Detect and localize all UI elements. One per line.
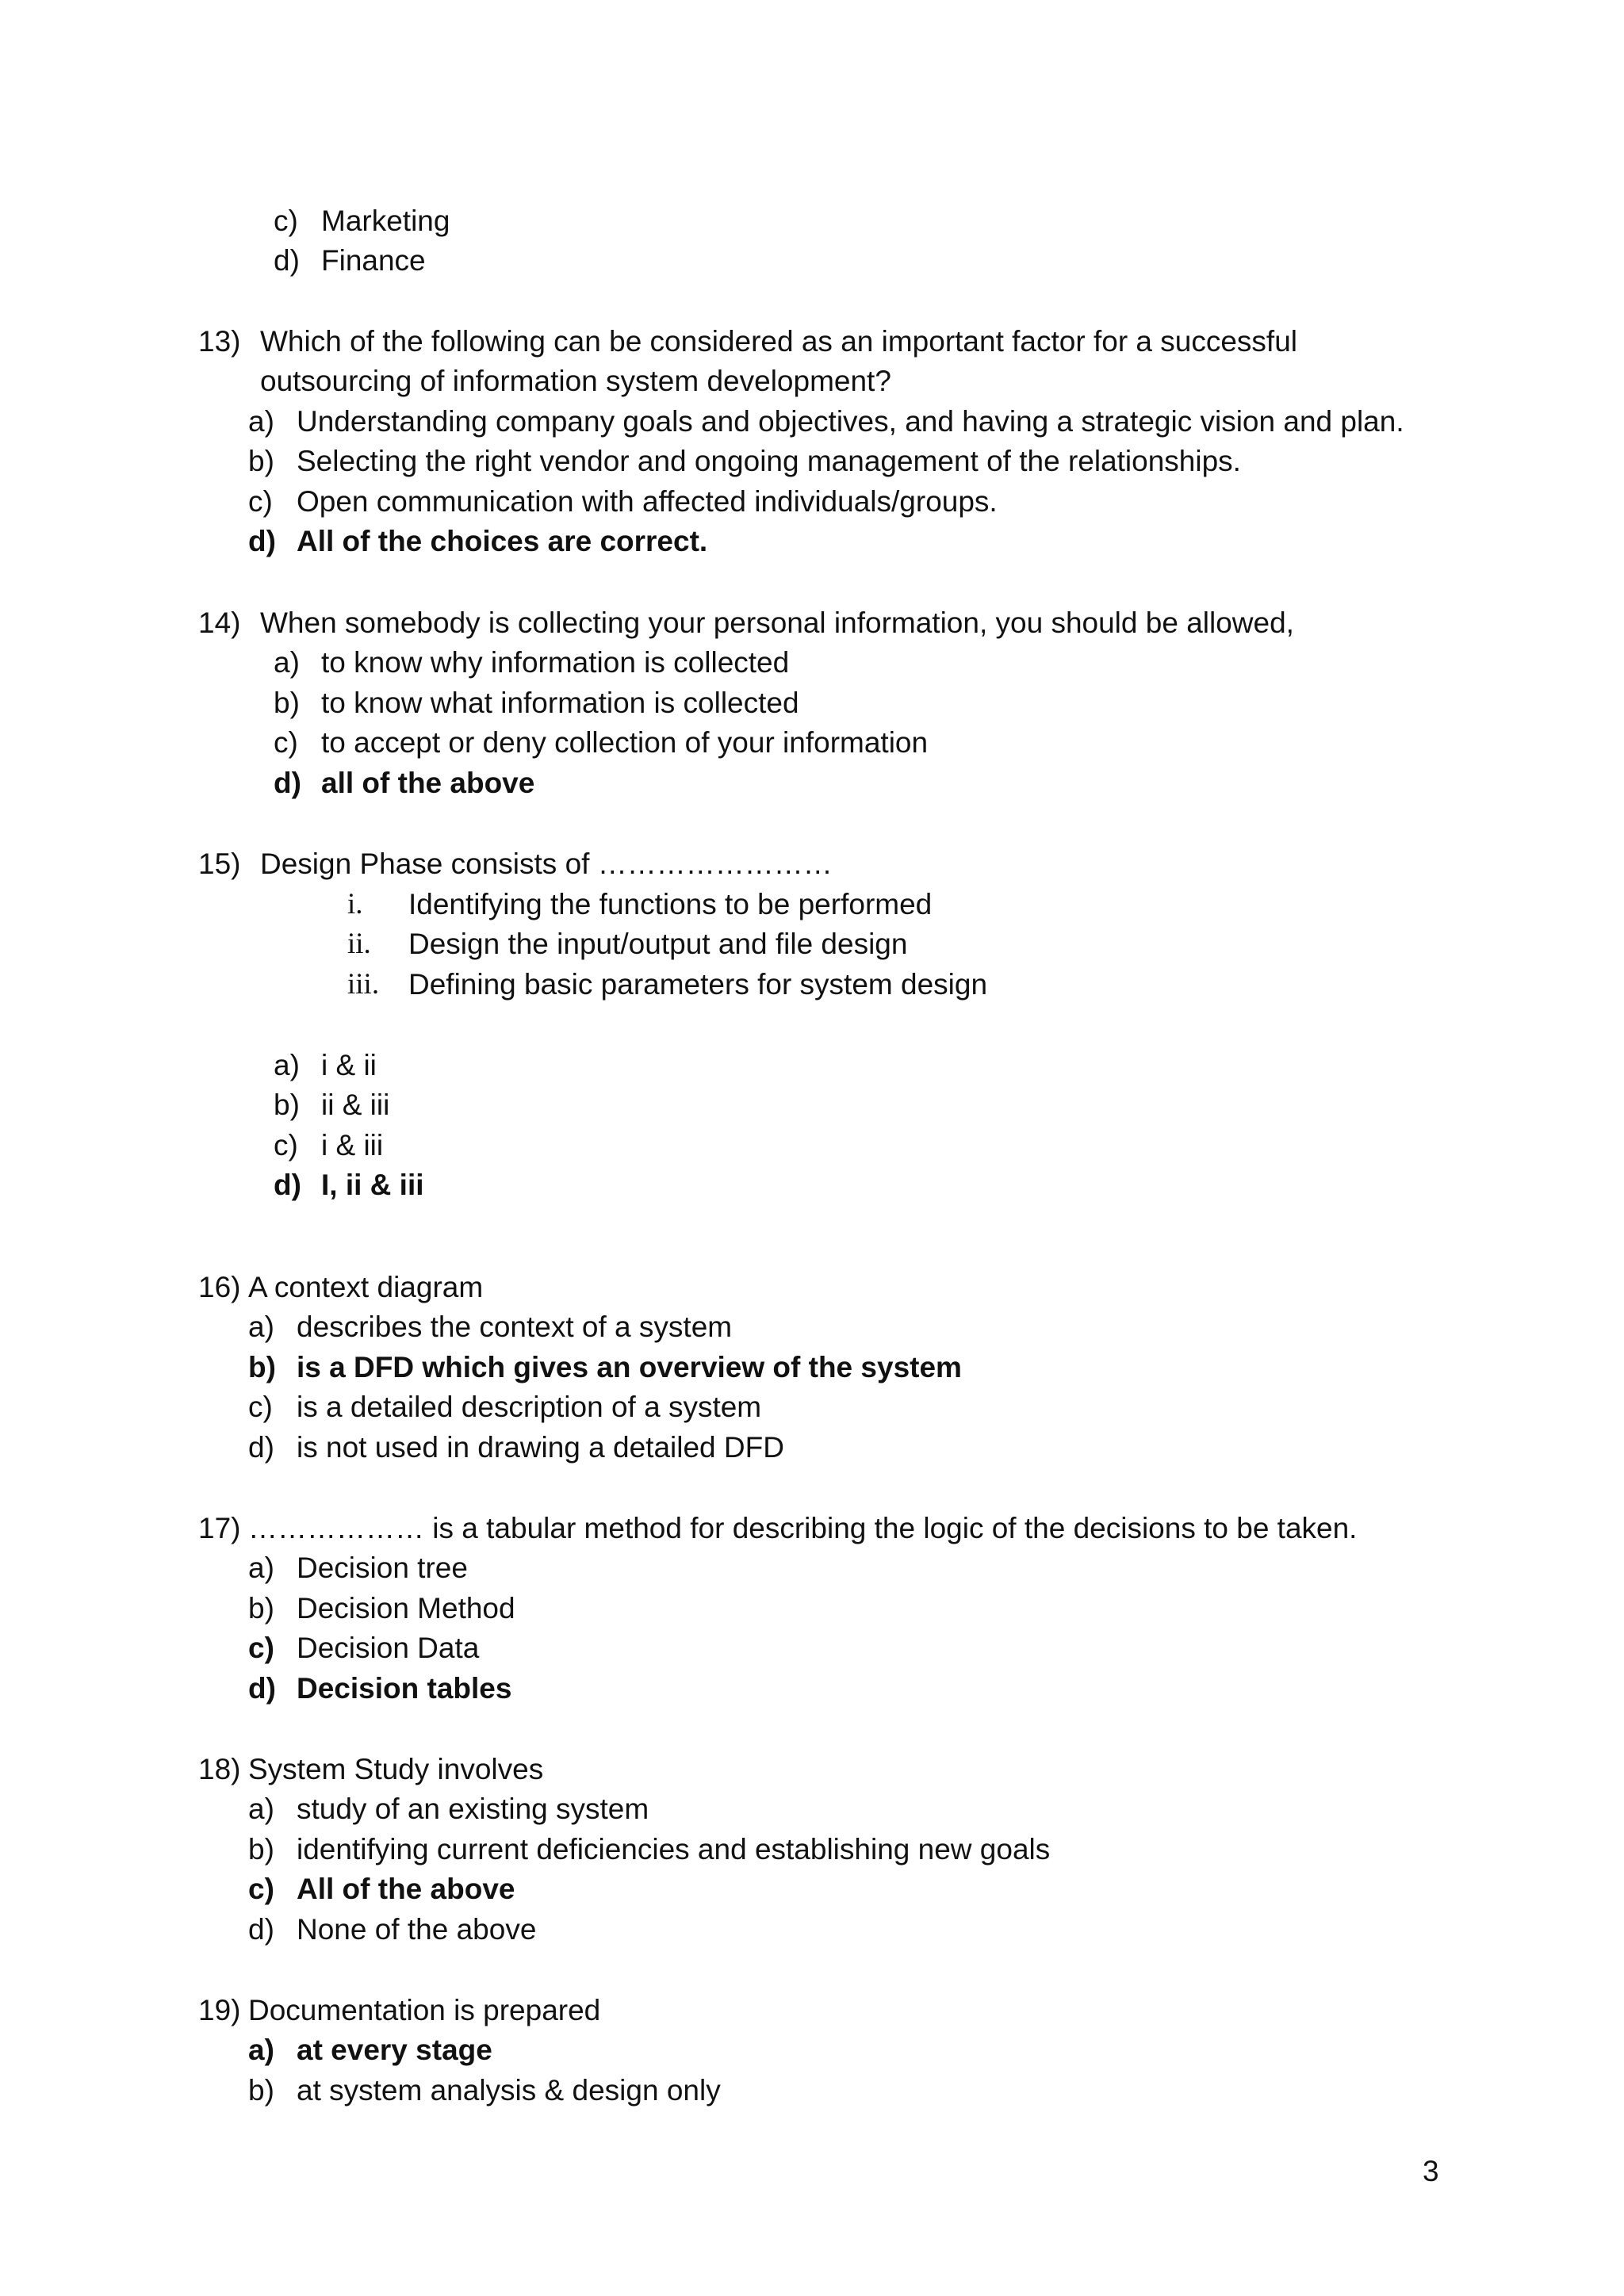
- q17-option-c-text: Decision Data: [297, 1632, 480, 1664]
- q15-option-b-text: ii & iii: [321, 1089, 390, 1121]
- q14-number: 14): [198, 607, 241, 639]
- q12-option-c-label: c): [274, 205, 298, 237]
- q14-option-d-label: d): [274, 767, 301, 799]
- q13-option-b-label: b): [248, 445, 274, 477]
- q16-option-a-label: a): [248, 1311, 274, 1343]
- q13-option-d-text: All of the choices are correct.: [297, 525, 708, 557]
- q18-option-a-label: a): [248, 1793, 274, 1825]
- q16-text: A context diagram: [248, 1271, 484, 1303]
- q15-option-a-text: i & ii: [321, 1049, 377, 1081]
- q15-item-ii-text: Design the input/output and file design: [408, 928, 908, 960]
- q13-text-line1: Which of the following can be considered as an important factor for a successful: [260, 325, 1298, 358]
- q15-option-c-label: c): [274, 1129, 298, 1161]
- q17-option-d-label: d): [248, 1672, 276, 1705]
- q16-option-d-label: d): [248, 1431, 274, 1464]
- q16-option-d-text: is not used in drawing a detailed DFD: [297, 1431, 784, 1464]
- q18-option-b-text: identifying current deficiencies and establishing new goals: [297, 1833, 1051, 1866]
- q19-option-a-label: a): [248, 2034, 274, 2066]
- q16-option-a-text: describes the context of a system: [297, 1311, 733, 1343]
- q15-option-a-label: a): [274, 1049, 300, 1081]
- q18-text: System Study involves: [248, 1753, 544, 1785]
- q13-option-a-text: Understanding company goals and objectives, and having a strategic vision and plan.: [297, 405, 1404, 438]
- q13-option-c-text: Open communication with affected individuals/groups.: [297, 485, 998, 518]
- q14-option-a-text: to know why information is collected: [321, 646, 790, 679]
- q13-option-d-label: d): [248, 525, 276, 557]
- q15-option-d-text: I, ii & iii: [321, 1169, 424, 1201]
- q16-option-b-text: is a DFD which gives an overview of the system: [297, 1351, 962, 1383]
- q17-option-c-label: c): [248, 1632, 274, 1664]
- q15-number: 15): [198, 848, 241, 880]
- q18-option-b-label: b): [248, 1833, 274, 1866]
- q19-option-a-text: at every stage: [297, 2034, 492, 2066]
- q15-item-ii-label: ii.: [347, 928, 371, 960]
- q19-text: Documentation is prepared: [248, 1994, 601, 2026]
- q13-option-a-label: a): [248, 405, 274, 438]
- q19-option-b-label: b): [248, 2074, 274, 2107]
- q15-item-iii-label: iii.: [347, 968, 380, 1001]
- q15-item-i-label: i.: [347, 888, 363, 920]
- q15-option-d-label: d): [274, 1169, 301, 1201]
- q12-option-d-label: d): [274, 244, 300, 277]
- q17-option-a-text: Decision tree: [297, 1552, 468, 1584]
- q17-option-d-text: Decision tables: [297, 1672, 512, 1705]
- q15-option-b-label: b): [274, 1089, 300, 1121]
- q17-number: 17): [198, 1512, 241, 1544]
- q14-option-b-label: b): [274, 687, 300, 719]
- q14-option-d-text: all of the above: [321, 767, 535, 799]
- q18-number: 18): [198, 1753, 241, 1785]
- q13-option-c-label: c): [248, 485, 273, 518]
- q17-text: ……………… is a tabular method for describing the logic of the decisions to be taken.: [248, 1512, 1358, 1544]
- q12-option-c-text: Marketing: [321, 205, 450, 237]
- page-number: 3: [1423, 2155, 1439, 2187]
- q14-option-c-label: c): [274, 726, 298, 759]
- q14-option-a-label: a): [274, 646, 300, 679]
- q16-option-c-label: c): [248, 1391, 273, 1423]
- q12-option-d-text: Finance: [321, 244, 426, 277]
- q18-option-d-label: d): [248, 1913, 274, 1946]
- q14-text: When somebody is collecting your personal information, you should be allowed,: [260, 607, 1294, 639]
- q16-option-c-text: is a detailed description of a system: [297, 1391, 762, 1423]
- q18-option-c-label: c): [248, 1873, 274, 1905]
- q14-option-c-text: to accept or deny collection of your information: [321, 726, 929, 759]
- q13-text-line2: outsourcing of information system development?: [260, 365, 891, 397]
- q18-option-a-text: study of an existing system: [297, 1793, 649, 1825]
- q19-option-b-text: at system analysis & design only: [297, 2074, 721, 2107]
- q13-number: 13): [198, 325, 241, 358]
- q15-option-c-text: i & iii: [321, 1129, 384, 1161]
- q15-item-iii-text: Defining basic parameters for system design: [408, 968, 988, 1001]
- q15-text: Design Phase consists of ……………………: [260, 848, 833, 880]
- q18-option-c-text: All of the above: [297, 1873, 515, 1905]
- q17-option-b-label: b): [248, 1592, 274, 1624]
- q18-option-d-text: None of the above: [297, 1913, 537, 1946]
- q17-option-a-label: a): [248, 1552, 274, 1584]
- q15-item-i-text: Identifying the functions to be performed: [408, 888, 933, 920]
- q16-option-b-label: b): [248, 1351, 276, 1383]
- q16-number: 16): [198, 1271, 241, 1303]
- q19-number: 19): [198, 1994, 241, 2026]
- q13-option-b-text: Selecting the right vendor and ongoing management of the relationships.: [297, 445, 1241, 477]
- q14-option-b-text: to know what information is collected: [321, 687, 799, 719]
- q17-option-b-text: Decision Method: [297, 1592, 515, 1624]
